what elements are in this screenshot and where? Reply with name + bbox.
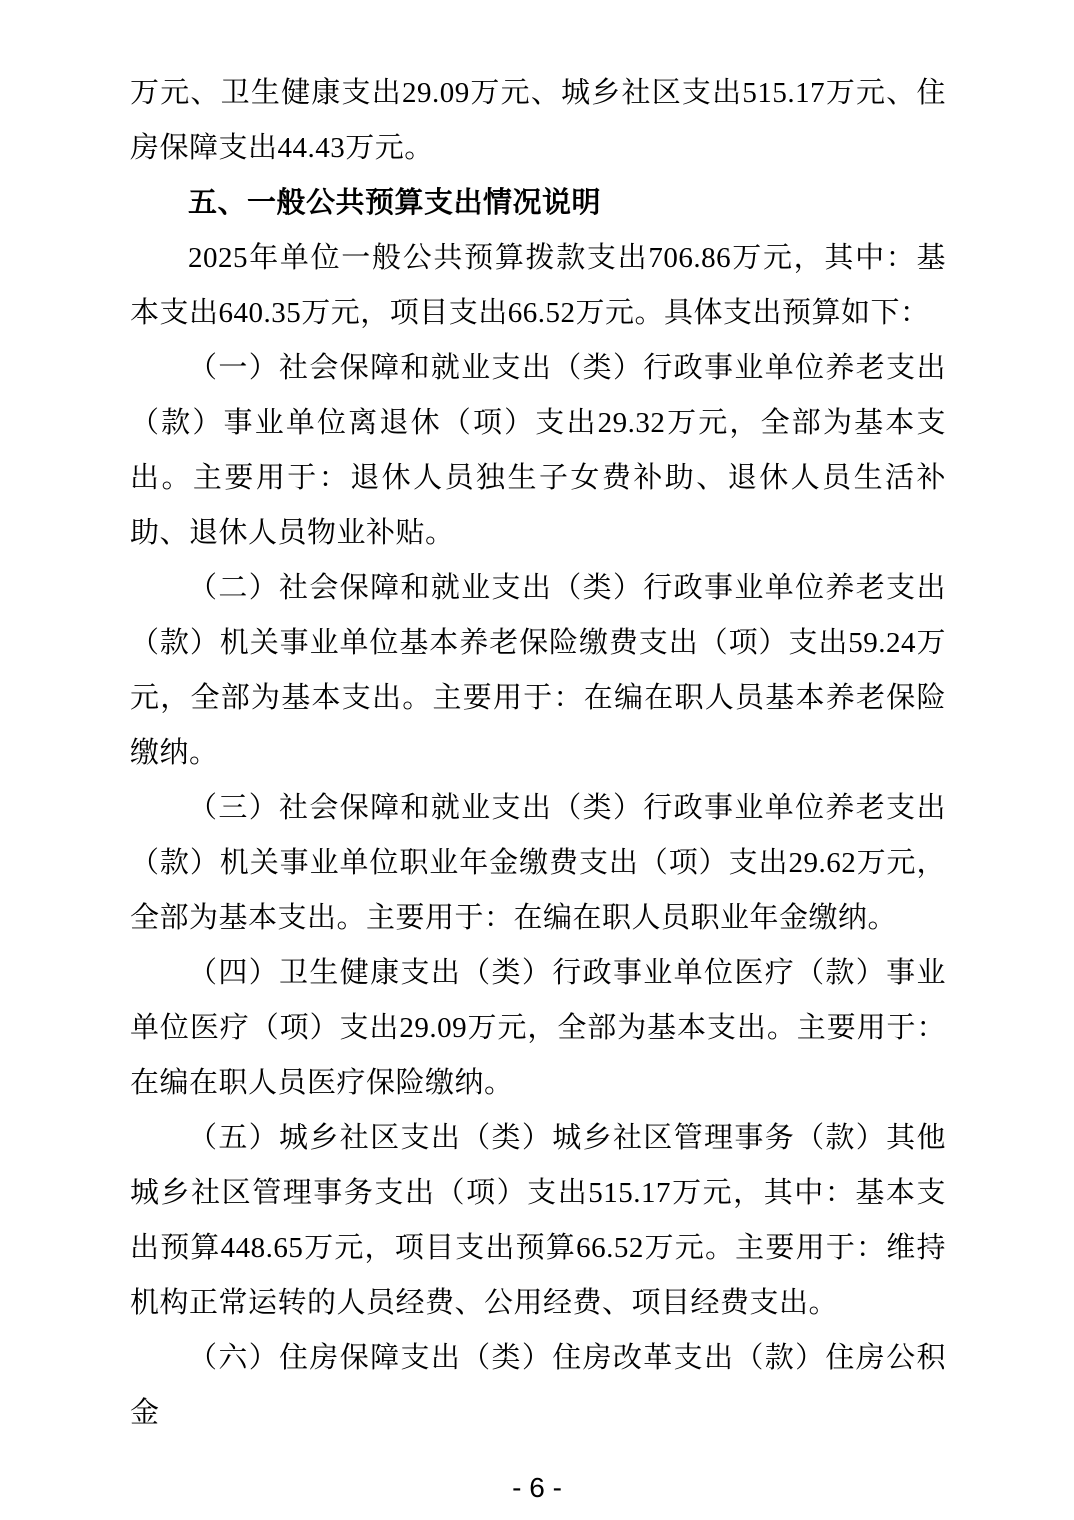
body-paragraph-item-4: （四）卫生健康支出（类）行政事业单位医疗（款）事业单位医疗（项）支出29.09万元，全部为基本支出。主要用于：在编在职人员医疗保险缴纳。 <box>130 957 946 1099</box>
body-paragraph-item-2: （二）社会保障和就业支出（类）行政事业单位养老支出（款）机关事业单位基本养老保险缴费支出（项）支出59.24万元，全部为基本支出。主要用于：在编在职人员基本养老保险缴纳。 <box>130 572 946 769</box>
page-number: - 6 - <box>512 1472 562 1503</box>
continuation-paragraph: 万元、卫生健康支出29.09万元、城乡社区支出515.17万元、住房保障支出44.43万元。 <box>130 77 946 164</box>
section-heading: 五、一般公共预算支出情况说明 <box>188 187 602 219</box>
body-paragraph-item-5: （五）城乡社区支出（类）城乡社区管理事务（款）其他城乡社区管理事务支出（项）支出515.17万元，其中：基本支出预算448.65万元，项目支出预算66.52万元。主要用于：维持机构正常运转的人员经费、公用经费、项目经费支出。 <box>130 1122 946 1319</box>
document-body <box>130 66 946 1441</box>
body-paragraph-overview: 2025年单位一般公共预算拨款支出706.86万元，其中：基本支出640.35万元，项目支出66.52万元。具体支出预算如下： <box>130 242 946 329</box>
body-paragraph-item-6: （六）住房保障支出（类）住房改革支出（款）住房公积金 <box>130 1342 946 1429</box>
body-paragraph-item-1: （一）社会保障和就业支出（类）行政事业单位养老支出（款）事业单位离退休（项）支出29.32万元，全部为基本支出。主要用于：退休人员独生子女费补助、退休人员生活补助、退休人员物业补贴。 <box>130 352 946 549</box>
body-paragraph-item-3: （三）社会保障和就业支出（类）行政事业单位养老支出（款）机关事业单位职业年金缴费支出（项）支出29.62万元，全部为基本支出。主要用于：在编在职人员职业年金缴纳。 <box>130 792 946 934</box>
